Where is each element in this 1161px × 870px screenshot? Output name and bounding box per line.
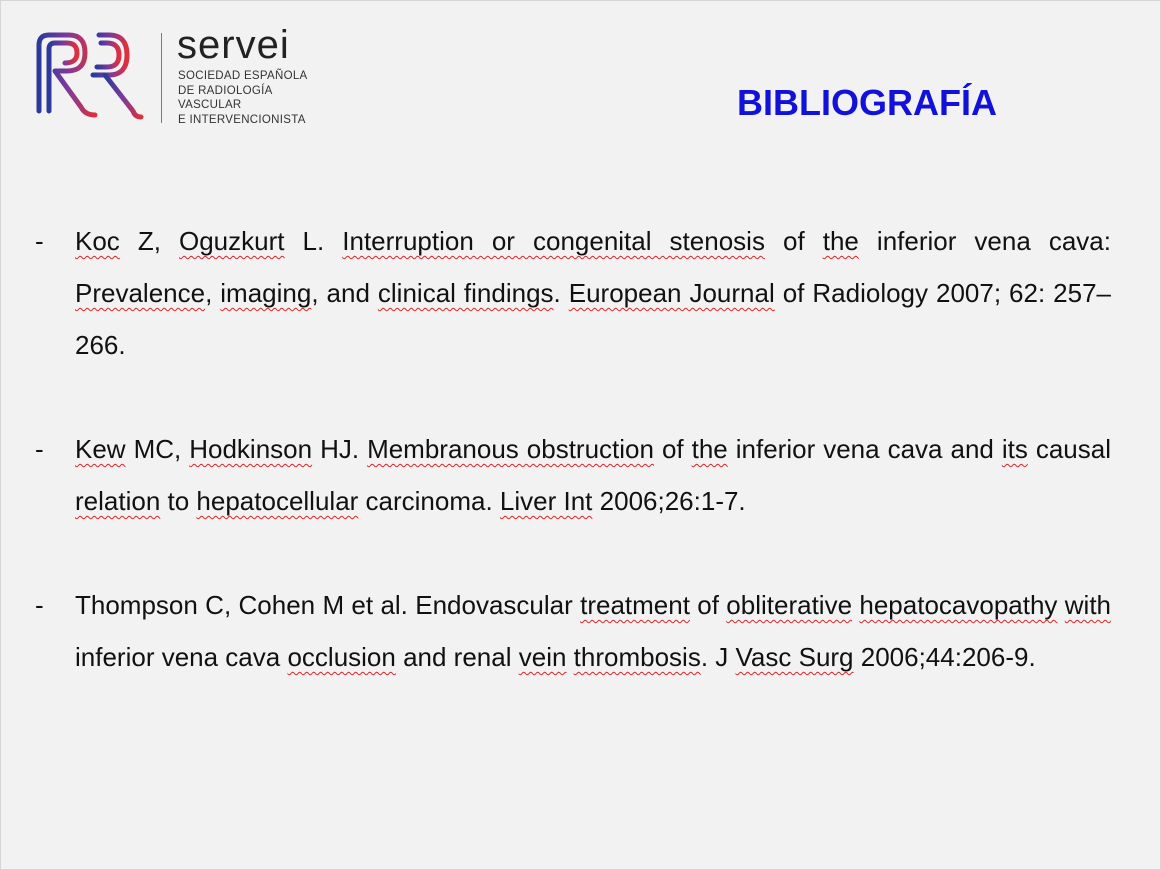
flagged-word: relation (75, 486, 161, 516)
flagged-word: Koc (75, 226, 120, 256)
flagged-word: obliterative (726, 590, 853, 620)
flagged-word: Interruption or congenital stenosis (342, 226, 765, 256)
reference-segment: inferior vena cava and (727, 434, 1002, 464)
reference-text (75, 434, 1111, 516)
slide-title: BIBLIOGRAFÍA (737, 82, 997, 123)
flagged-word: Oguzkurt (179, 226, 285, 256)
reference-item (35, 215, 1111, 371)
reference-item (35, 423, 1111, 527)
logo-tagline-line: SOCIEDAD ESPAÑOLA (178, 70, 308, 82)
flagged-word: Liver Int (499, 486, 593, 516)
flagged-word: treatment (580, 590, 690, 620)
flagged-word: Kew (75, 434, 126, 464)
reference-item (35, 579, 1111, 683)
reference-segment: inferior vena cava (75, 642, 288, 672)
servei-logo-mark-icon (35, 31, 147, 127)
flagged-word: with (1064, 590, 1112, 620)
flagged-word: Vasc Surg (735, 642, 854, 672)
reference-segment: Thompson C, Cohen M et al. Endovascular (75, 590, 581, 620)
reference-segment: . (553, 278, 569, 308)
reference-segment: to (160, 486, 197, 516)
reference-segment: of (764, 226, 823, 256)
flagged-word: European Journal (568, 278, 775, 308)
flagged-word: the (691, 434, 728, 464)
reference-segment: of Radiology 2007; 62: 257–266. (75, 278, 1111, 360)
flagged-word: vein (518, 642, 567, 672)
list-bullet: - (35, 434, 44, 464)
reference-segment: of (653, 434, 692, 464)
logo-tagline (178, 69, 308, 127)
reference-segment: carcinoma. (358, 486, 500, 516)
reference-segment: and renal (395, 642, 519, 672)
reference-segment: , (205, 278, 221, 308)
reference-list (35, 215, 1111, 683)
flagged-word: Hodkinson (189, 434, 313, 464)
list-bullet: - (35, 590, 44, 620)
reference-segment (566, 642, 573, 672)
reference-segment: , and (311, 278, 378, 308)
servei-logo (35, 23, 325, 129)
reference-segment: Z, (119, 226, 179, 256)
flagged-word: thrombosis (573, 642, 701, 672)
flagged-word: the (822, 226, 859, 256)
reference-segment: 2006;44:206-9. (853, 642, 1036, 672)
reference-segment: HJ. (312, 434, 368, 464)
reference-text (75, 590, 1111, 672)
flagged-word: Membranous obstruction (367, 434, 654, 464)
logo-tagline-line: DE RADIOLOGÍA (178, 84, 273, 97)
reference-segment: MC, (125, 434, 190, 464)
reference-segment: causal (1027, 434, 1112, 464)
reference-segment: 2006;26:1-7. (592, 486, 746, 516)
logo-tagline-line: E INTERVENCIONISTA (178, 113, 306, 126)
flagged-word: occlusion (287, 642, 396, 672)
flagged-word: hepatocellular (196, 486, 359, 516)
logo-name: servei (177, 23, 290, 67)
reference-text (75, 226, 1111, 360)
flagged-word: Prevalence (75, 278, 206, 308)
logo-tagline-line: VASCULAR (178, 99, 242, 111)
reference-segment (1057, 590, 1064, 620)
reference-segment: . J (700, 642, 736, 672)
flagged-word: clinical findings (377, 278, 554, 308)
list-bullet: - (35, 226, 44, 256)
flagged-word: hepatocavopathy (859, 590, 1058, 620)
logo-divider (161, 33, 162, 123)
flagged-word: imaging (220, 278, 312, 308)
reference-segment: of (689, 590, 727, 620)
flagged-word: its (1001, 434, 1028, 464)
reference-segment: inferior vena cava: (858, 226, 1111, 256)
reference-segment: L. (284, 226, 343, 256)
